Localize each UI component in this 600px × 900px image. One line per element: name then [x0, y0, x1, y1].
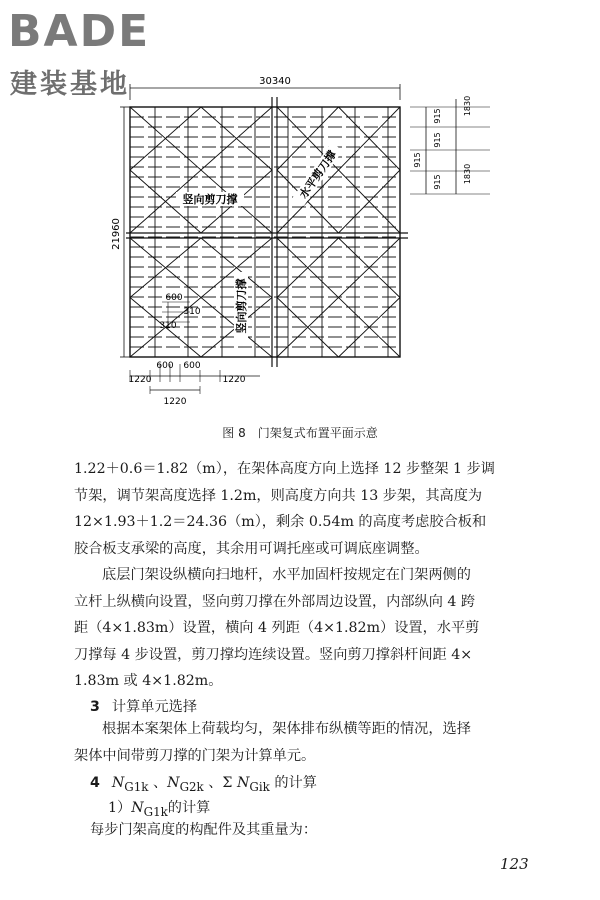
paragraph-1-line-1: 1.22＋0.6＝1.82（m），在架体高度方向上选择 12 步整架 1 步调 — [74, 461, 495, 477]
label-vertical-brace-1: 竖向剪刀撑 — [182, 193, 238, 206]
paragraph-2-line-1: 底层门架设纵横向扫地杆，水平加固杆按规定在门架两侧的 — [102, 567, 471, 583]
right-dim-1830-a: 1830 — [463, 95, 472, 117]
scaffold-plan-figure — [110, 74, 510, 414]
right-dim-915-c: 915 — [413, 152, 422, 168]
right-dim-915-b: 915 — [433, 132, 442, 148]
section-heading-4: 4 $N_{G1k}$ 、$N_{G2k}$ 、Σ $N_{Gik}$ 的计算 — [90, 775, 317, 794]
logo-wordmark: BADE — [8, 6, 151, 57]
right-dim-915-d: 915 — [433, 174, 442, 190]
inner-dim-310-b: 310 — [159, 321, 177, 331]
paragraph-3-line-1: 根据本案架体上荷载均匀，架体排布纵横等距的情况，选择 — [102, 721, 471, 737]
right-dim-1830-b: 1830 — [463, 163, 472, 185]
paragraph-3-line-2: 架体中间带剪刀撑的门架为计算单元。 — [74, 747, 316, 764]
inner-dim-310-a: 310 — [183, 307, 201, 317]
paragraph-2-line-2: 立杆上纵横向设置，竖向剪刀撑在外部周边设置，内部纵向 4 跨 — [74, 593, 476, 610]
page-number: 123 — [500, 855, 529, 873]
bottom-dim-600-b: 600 — [183, 361, 201, 371]
label-horizontal-brace: 水平剪刀撑 — [296, 148, 340, 201]
paragraph-2-line-4: 刀撑每 4 步设置，剪刀撑均连续设置。竖向剪刀撑斜杆间距 4× — [74, 646, 473, 663]
paragraph-2 — [74, 562, 544, 695]
section-heading-3 — [90, 696, 197, 716]
inner-dim-600: 600 — [165, 293, 183, 303]
bottom-dim-1220-right: 1220 — [222, 375, 246, 385]
paragraph-4: 每步门架高度的构配件及其重量为： — [90, 822, 318, 838]
paragraph-2-line-5: 1.83m 或 4×1.82m。 — [74, 673, 223, 689]
grid-outline — [130, 107, 400, 357]
bottom-dim-600-a: 600 — [156, 361, 174, 371]
paragraph-1-line-4: 胶合板支承梁的高度，其余用可调托座或可调底座调整。 — [74, 540, 429, 557]
subsection-heading-4-1: $1)N_{G1k}$的计算 — [108, 800, 211, 819]
label-vertical-brace-2: 竖向剪刀撑 — [235, 278, 248, 334]
paragraph-1-line-3: 12×1.93＋1.2＝24.36（m），剩余 0.54m 的高度考虑胶合板和 — [74, 514, 487, 530]
paragraph-2-line-3: 距（4×1.83m）设置，横向 4 列距（4×1.82m）设置，水平剪 — [74, 620, 480, 636]
right-dim-915-a: 915 — [433, 108, 442, 124]
left-dimension-label: 21960 — [111, 218, 122, 250]
figure-caption: 图 8 门架复式布置平面示意 — [222, 426, 378, 440]
bottom-dim-1220-center: 1220 — [163, 397, 187, 407]
paragraph-1-line-2: 节架，调节架高度选择 1.2m，则高度方向共 13 步架，其高度为 — [74, 487, 483, 504]
bottom-dim-1220-left: 1220 — [128, 375, 152, 385]
section-number-3: 3 — [90, 699, 100, 715]
section-number-4: 4 — [90, 775, 100, 791]
paragraph-3 — [74, 716, 544, 769]
section-title-3: 计算单元选择 — [111, 699, 198, 715]
paragraph-1 — [74, 456, 544, 562]
top-dimension-label: 30340 — [259, 76, 291, 87]
logo-subtitle: 建装基地 — [10, 69, 130, 100]
